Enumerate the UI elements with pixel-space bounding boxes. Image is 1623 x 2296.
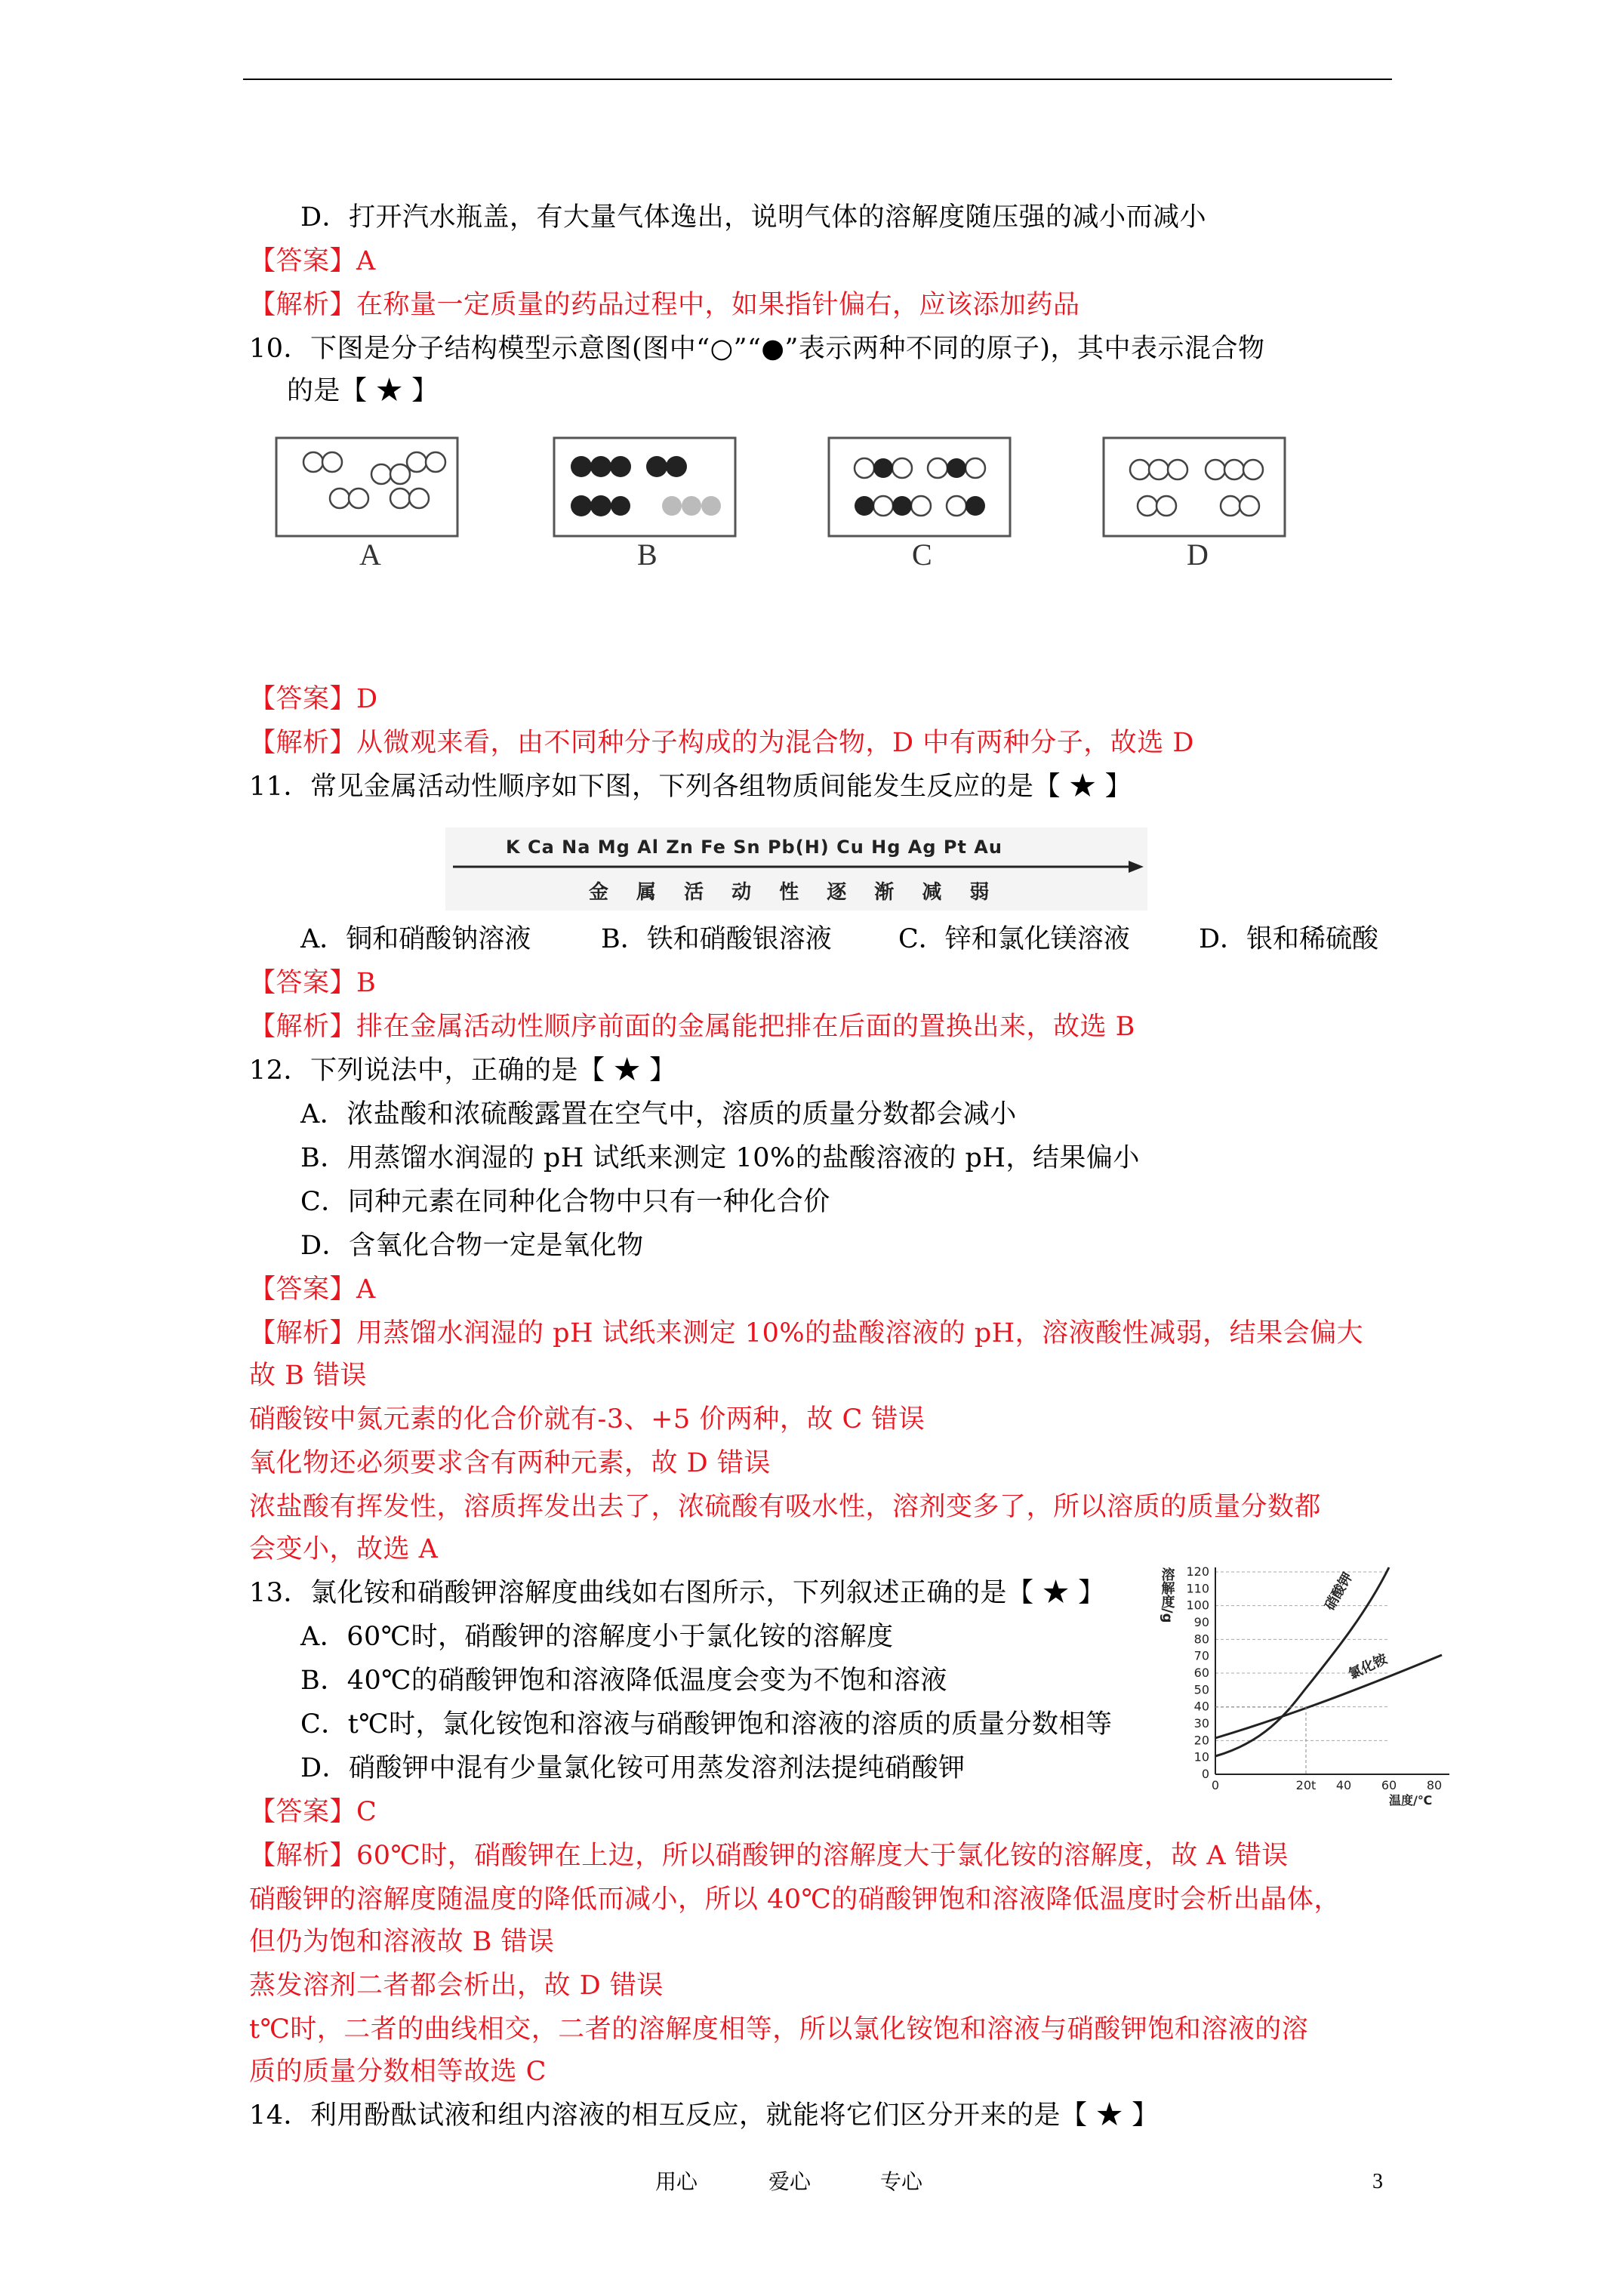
footer-text-2: 爱心 (768, 2169, 812, 2194)
x-tick-label: 40 (1335, 1778, 1352, 1792)
q14-stem: 14．利用酚酞试液和组内溶液的相互反应，就能将它们区分开来的是【 ★ 】 (249, 2100, 1159, 2131)
q12-answer: 【答案】A (249, 1274, 376, 1305)
figure-label-a: A (359, 538, 381, 572)
activity-metals: K Ca Na Mg Al Zn Fe Sn Pb(H) Cu Hg Ag Pt Au (506, 837, 1002, 858)
header-rule (243, 79, 1392, 80)
q9-analysis: 【解析】在称量一定质量的药品过程中，如果指针偏右，应该添加药品 (249, 290, 1080, 320)
q13-analysis: 【解析】60℃时，硝酸钾在上边，所以硝酸钾的溶解度大于氯化铵的溶解度，故 A 错误 (249, 1841, 1289, 1871)
x-axis-label: 温度/℃ (1389, 1793, 1433, 1808)
figure-label-d: D (1187, 538, 1209, 572)
x-tick-label: 80 (1426, 1778, 1443, 1792)
kno3-label: 硝酸钾 (1322, 1570, 1357, 1613)
x-tick-label: 0 (1211, 1778, 1220, 1792)
q11-option-d: D．银和稀硫酸 (1199, 924, 1379, 954)
y-tick-label: 0 (1201, 1767, 1209, 1781)
x-tick-label: 60 (1381, 1778, 1397, 1792)
y-tick-label: 20 (1193, 1733, 1209, 1748)
q13-analysis-b: 硝酸钾的溶解度随温度的降低而减小，所以 40℃的硝酸钾饱和溶液降低温度时会析出晶体， (249, 1885, 1341, 1915)
q13-analysis-c-cont: 质的质量分数相等故选 C (249, 2057, 547, 2087)
molecule-model-figure (272, 430, 1298, 574)
y-tick-label: 70 (1193, 1648, 1209, 1663)
metal-activity-series-figure (445, 827, 1147, 911)
y-tick-label: 90 (1193, 1615, 1209, 1629)
y-tick-label: 120 (1186, 1564, 1209, 1579)
q12-option-d: D．含氧化合物一定是氧化物 (300, 1231, 644, 1261)
q11-analysis: 【解析】排在金属活动性顺序前面的金属能把排在后面的置换出来，故选 B (249, 1012, 1135, 1042)
y-tick-label: 30 (1193, 1716, 1209, 1730)
q12-analysis-d: 氧化物还必须要求含有两种元素，故 D 错误 (249, 1448, 771, 1478)
q12-stem: 12．下列说法中，正确的是【 ★ 】 (249, 1056, 676, 1086)
q11-answer: 【答案】B (249, 968, 377, 998)
y-tick-label: 100 (1186, 1598, 1209, 1613)
q13-option-d: D．硝酸钾中混有少量氯化铵可用蒸发溶剂法提纯硝酸钾 (300, 1753, 965, 1783)
x-tick-label: 20t (1295, 1778, 1317, 1792)
figure-label-c: C (912, 538, 932, 572)
q10-stem: 10．下图是分子结构模型示意图(图中“○”“●”表示两种不同的原子)，其中表示混合物 (249, 334, 1265, 364)
q11-option-a: A．铜和硝酸钠溶液 (300, 924, 531, 954)
q12-analysis-a-cont: 会变小，故选 A (249, 1534, 439, 1564)
page-number: 3 (1372, 2170, 1383, 2193)
y-tick-label: 80 (1193, 1632, 1209, 1647)
q12-option-c: C．同种元素在同种化合物中只有一种化合价 (300, 1187, 830, 1217)
footer-text-3: 专心 (880, 2169, 923, 2194)
y-tick-label: 50 (1193, 1682, 1209, 1697)
y-axis-label: 溶解度/g (1159, 1567, 1175, 1623)
q9-answer: 【答案】A (249, 246, 376, 276)
q12-analysis: 【解析】用蒸馏水润湿的 pH 试纸来测定 10%的盐酸溶液的 pH，溶液酸性减弱，结果会偏大 (249, 1318, 1364, 1348)
q12-analysis-a: 浓盐酸有挥发性，溶质挥发出去了，浓硫酸有吸水性，溶剂变多了，所以溶质的质量分数都 (249, 1492, 1322, 1522)
q10-analysis: 【解析】从微观来看，由不同种分子构成的为混合物，D 中有两种分子，故选 D (249, 728, 1194, 758)
q12-option-a: A．浓盐酸和浓硫酸露置在空气中，溶质的质量分数都会减小 (300, 1099, 1017, 1130)
q10-stem-cont: 的是【 ★ 】 (287, 376, 439, 406)
q13-answer: 【答案】C (249, 1797, 377, 1827)
q11-option-b: B．铁和硝酸银溶液 (601, 924, 832, 954)
footer-text-1: 用心 (655, 2169, 698, 2194)
y-tick-label: 10 (1193, 1749, 1209, 1764)
q13-analysis-b-cont: 但仍为饱和溶液故 B 错误 (249, 1927, 555, 1957)
activity-caption: 金 属 活 动 性 逐 渐 减 弱 (589, 881, 1000, 904)
q13-stem: 13．氯化铵和硝酸钾溶解度曲线如右图所示，下列叙述正确的是【 ★ 】 (249, 1578, 1105, 1608)
q12-analysis-c: 硝酸铵中氮元素的化合价就有-3、+5 价两种，故 C 错误 (249, 1404, 925, 1435)
q9-option-d: D．打开汽水瓶盖，有大量气体逸出，说明气体的溶解度随压强的减小而减小 (300, 202, 1207, 233)
q13-option-b: B．40℃的硝酸钾饱和溶液降低温度会变为不饱和溶液 (300, 1666, 947, 1696)
q10-answer: 【答案】D (249, 684, 378, 714)
q12-option-b: B．用蒸馏水润湿的 pH 试纸来测定 10%的盐酸溶液的 pH，结果偏小 (300, 1143, 1140, 1173)
y-tick-label: 40 (1193, 1699, 1209, 1714)
solubility-curve-chart (1159, 1552, 1457, 1809)
y-tick-label: 60 (1193, 1666, 1209, 1680)
q11-option-c: C．锌和氯化镁溶液 (898, 924, 1130, 954)
q13-analysis-d: 蒸发溶剂二者都会析出，故 D 错误 (249, 1971, 664, 2001)
q12-analysis-cont: 故 B 错误 (249, 1361, 367, 1391)
q13-option-c: C．t℃时，氯化铵饱和溶液与硝酸钾饱和溶液的溶质的质量分数相等 (300, 1709, 1113, 1740)
q11-stem: 11．常见金属活动性顺序如下图，下列各组物质间能发生反应的是【 ★ 】 (249, 772, 1132, 802)
nh4cl-label: 氯化铵 (1346, 1650, 1390, 1683)
y-tick-label: 110 (1186, 1581, 1209, 1596)
q13-analysis-c: t℃时，二者的曲线相交，二者的溶解度相等，所以氯化铵饱和溶液与硝酸钾饱和溶液的溶 (249, 2014, 1309, 2045)
figure-label-b: B (637, 538, 658, 572)
q13-option-a: A．60℃时，硝酸钾的溶解度小于氯化铵的溶解度 (300, 1622, 894, 1652)
